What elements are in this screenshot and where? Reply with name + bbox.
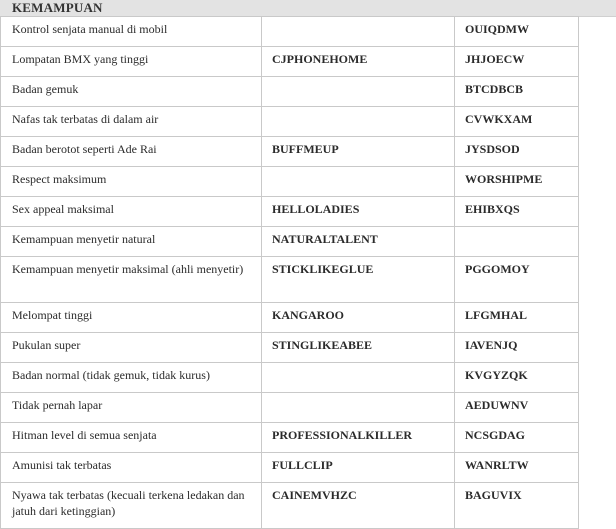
console-cheat-code: AEDUWNV	[455, 393, 579, 423]
cheat-description: Tidak pernah lapar	[1, 393, 262, 423]
table-row	[1, 453, 579, 483]
cheat-description: Badan berotot seperti Ade Rai	[1, 137, 262, 167]
pc-cheat-code: STICKLIKEGLUE	[262, 257, 455, 303]
cheat-description: Badan normal (tidak gemuk, tidak kurus)	[1, 363, 262, 393]
pc-cheat-code	[262, 363, 455, 393]
table-row	[1, 303, 579, 333]
table-row	[1, 47, 579, 77]
cheat-description: Nafas tak terbatas di dalam air	[1, 107, 262, 137]
section-header	[0, 0, 616, 17]
pc-cheat-code: KANGAROO	[262, 303, 455, 333]
table-row	[1, 257, 579, 303]
table-row	[1, 483, 579, 529]
cheat-description: Badan gemuk	[1, 77, 262, 107]
pc-cheat-code	[262, 393, 455, 423]
console-cheat-code: LFGMHAL	[455, 303, 579, 333]
pc-cheat-code: BUFFMEUP	[262, 137, 455, 167]
console-cheat-code: NCSGDAG	[455, 423, 579, 453]
pc-cheat-code	[262, 107, 455, 137]
console-cheat-code: CVWKXAM	[455, 107, 579, 137]
table-row	[1, 77, 579, 107]
table-row	[1, 393, 579, 423]
section-title: KEMAMPUAN	[12, 0, 103, 15]
console-cheat-code: EHIBXQS	[455, 197, 579, 227]
cheat-description: Kemampuan menyetir maksimal (ahli menyetir)	[1, 257, 262, 303]
table-row	[1, 137, 579, 167]
cheat-description: Kontrol senjata manual di mobil	[1, 17, 262, 47]
console-cheat-code	[455, 227, 579, 257]
table-row	[1, 167, 579, 197]
pc-cheat-code	[262, 77, 455, 107]
table-row	[1, 17, 579, 47]
console-cheat-code: BTCDBCB	[455, 77, 579, 107]
console-cheat-code: IAVENJQ	[455, 333, 579, 363]
cheat-description: Sex appeal maksimal	[1, 197, 262, 227]
cheat-description: Kemampuan menyetir natural	[1, 227, 262, 257]
console-cheat-code: WORSHIPME	[455, 167, 579, 197]
cheat-table	[0, 16, 579, 529]
pc-cheat-code: FULLCLIP	[262, 453, 455, 483]
cheat-description: Lompatan BMX yang tinggi	[1, 47, 262, 77]
cheat-description: Pukulan super	[1, 333, 262, 363]
console-cheat-code: BAGUVIX	[455, 483, 579, 529]
pc-cheat-code: NATURALTALENT	[262, 227, 455, 257]
console-cheat-code: JYSDSOD	[455, 137, 579, 167]
cheat-description: Melompat tinggi	[1, 303, 262, 333]
cheat-description: Hitman level di semua senjata	[1, 423, 262, 453]
table-row	[1, 363, 579, 393]
pc-cheat-code: HELLOLADIES	[262, 197, 455, 227]
pc-cheat-code: PROFESSIONALKILLER	[262, 423, 455, 453]
pc-cheat-code	[262, 167, 455, 197]
table-row	[1, 107, 579, 137]
cheat-description: Amunisi tak terbatas	[1, 453, 262, 483]
pc-cheat-code	[262, 17, 455, 47]
table-row	[1, 197, 579, 227]
console-cheat-code: JHJOECW	[455, 47, 579, 77]
pc-cheat-code: CAINEMVHZC	[262, 483, 455, 529]
console-cheat-code: PGGOMOY	[455, 257, 579, 303]
table-row	[1, 227, 579, 257]
console-cheat-code: WANRLTW	[455, 453, 579, 483]
console-cheat-code: OUIQDMW	[455, 17, 579, 47]
cheat-description: Nyawa tak terbatas (kecuali terkena ledakan dan jatuh dari ketinggian)	[1, 483, 262, 529]
table-row	[1, 333, 579, 363]
pc-cheat-code: CJPHONEHOME	[262, 47, 455, 77]
console-cheat-code: KVGYZQK	[455, 363, 579, 393]
cheat-description: Respect maksimum	[1, 167, 262, 197]
table-row	[1, 423, 579, 453]
pc-cheat-code: STINGLIKEABEE	[262, 333, 455, 363]
